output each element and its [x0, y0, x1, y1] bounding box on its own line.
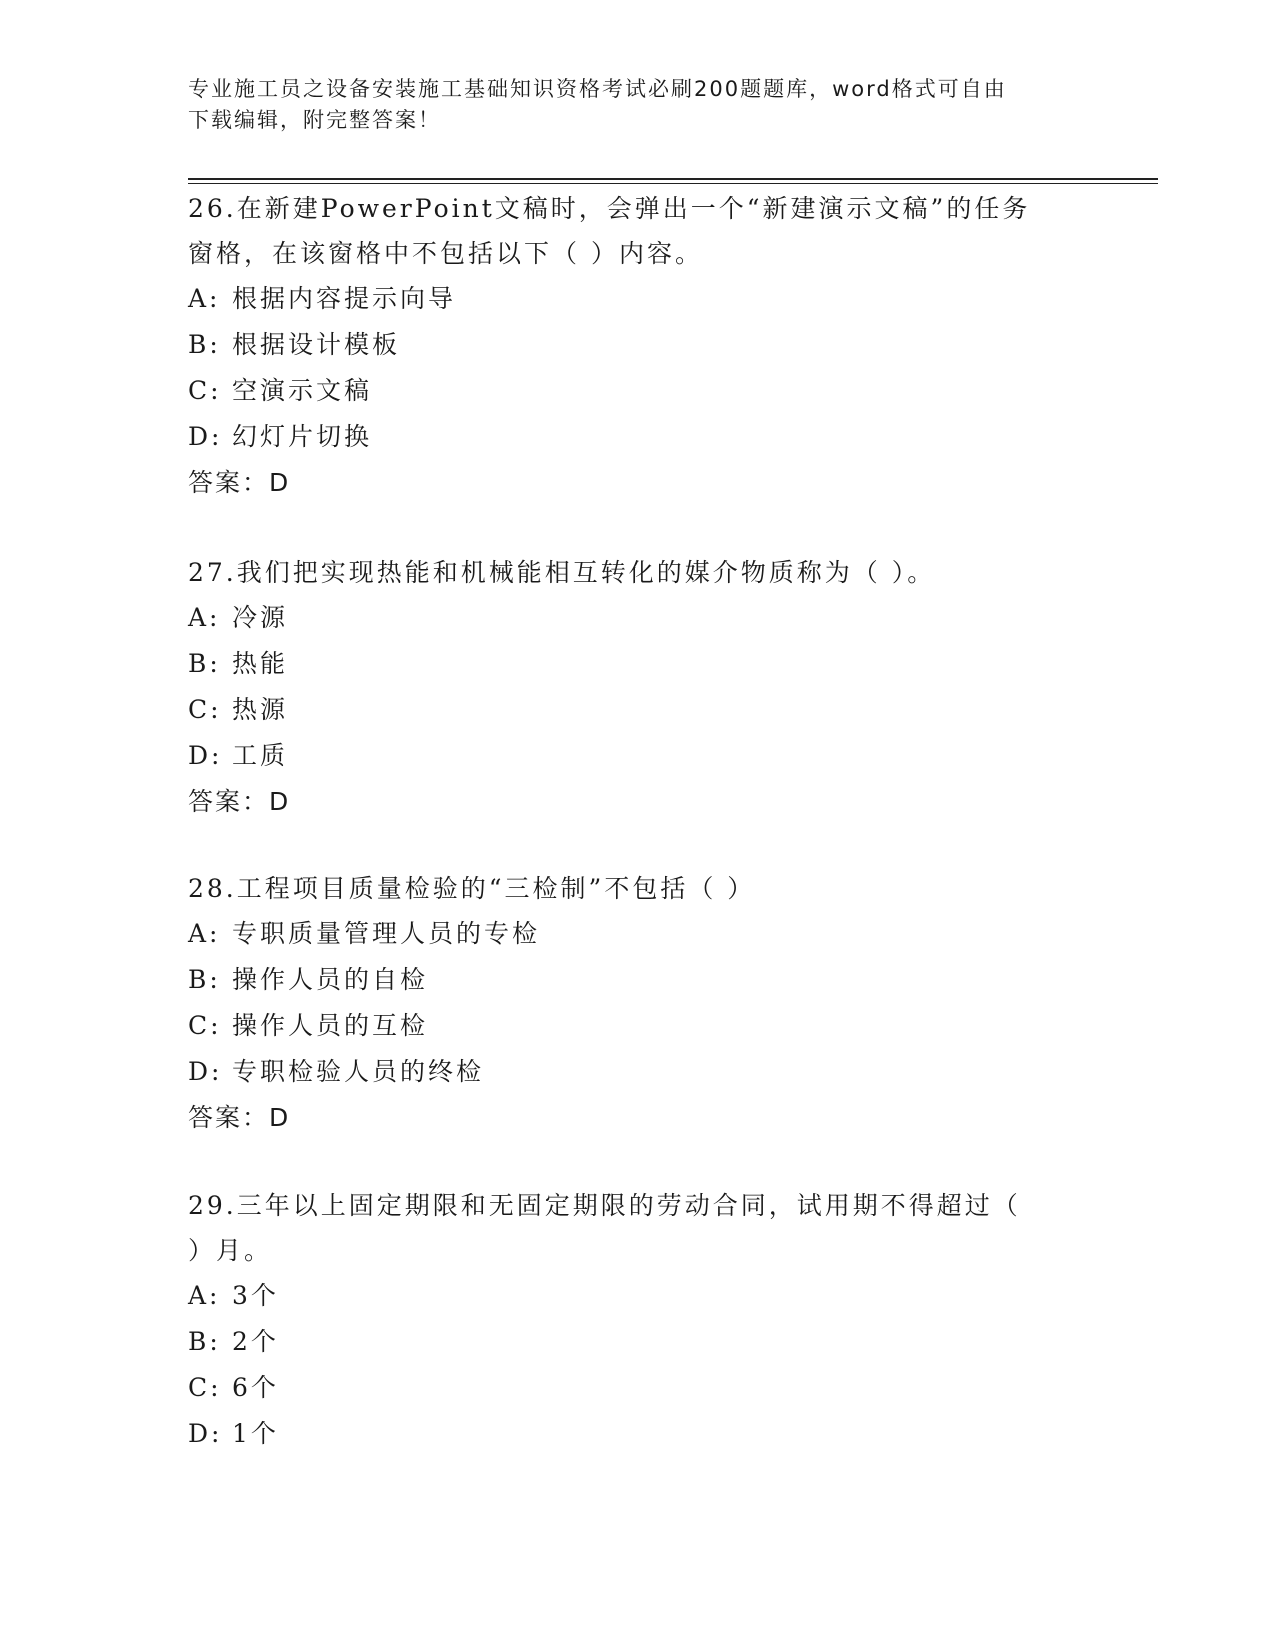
option-text: 6个 [232, 1373, 279, 1402]
option-b [188, 1319, 1068, 1365]
option-text: 专职质量管理人员的专检 [232, 919, 541, 948]
option-text: 1个 [232, 1419, 279, 1448]
option-a [188, 595, 1068, 641]
header-divider-thin [188, 183, 1158, 184]
option-b [188, 641, 1068, 687]
option-text: 工质 [232, 741, 289, 770]
option-key: C: [188, 376, 222, 405]
question-stem-line: 27.我们把实现热能和机械能相互转化的媒介物质称为（ ）。 [188, 558, 936, 587]
option-key: A: [188, 919, 221, 948]
option-d [188, 1411, 1068, 1457]
question-28 [188, 866, 1068, 1141]
option-b [188, 322, 1068, 368]
question-27 [188, 550, 1068, 825]
option-key: D: [188, 741, 223, 770]
option-text: 操作人员的互检 [232, 1011, 429, 1040]
option-text: 空演示文稿 [232, 376, 373, 405]
option-key: B: [188, 965, 221, 994]
option-a [188, 911, 1068, 957]
option-key: B: [188, 330, 221, 359]
question-stem-line: 26.在新建PowerPoint文稿时，会弹出一个“新建演示文稿”的任务 [188, 194, 1031, 223]
answer-line: 答案：D [188, 468, 291, 497]
option-d [188, 733, 1068, 779]
option-text: 根据内容提示向导 [232, 284, 457, 313]
option-key: C: [188, 1011, 222, 1040]
option-b [188, 957, 1068, 1003]
option-text: 热能 [232, 649, 289, 678]
option-key: D: [188, 422, 223, 451]
option-text: 热源 [232, 695, 289, 724]
header-divider-thick [188, 178, 1158, 180]
option-c [188, 1003, 1068, 1049]
question-stem-line: 窗格，在该窗格中不包括以下（ ）内容。 [188, 239, 703, 268]
header-line-1: 专业施工员之设备安装施工基础知识资格考试必刷200题题库，word格式可自由 [188, 77, 1007, 101]
answer-line: 答案：D [188, 787, 291, 816]
option-key: C: [188, 1373, 222, 1402]
option-a [188, 1273, 1068, 1319]
question-29 [188, 1183, 1068, 1457]
question-26 [188, 186, 1068, 506]
option-key: B: [188, 1327, 221, 1356]
option-c [188, 368, 1068, 414]
option-text: 操作人员的自检 [232, 965, 429, 994]
option-c [188, 687, 1068, 733]
option-text: 2个 [232, 1327, 279, 1356]
option-d [188, 1049, 1068, 1095]
question-stem-line: ）月。 [188, 1236, 273, 1265]
option-text: 3个 [232, 1281, 279, 1310]
question-stem-line: 28.工程项目质量检验的“三检制”不包括（ ） [188, 874, 756, 903]
document-header [188, 74, 1088, 136]
option-key: B: [188, 649, 221, 678]
option-key: D: [188, 1057, 223, 1086]
option-key: A: [188, 603, 221, 632]
option-key: D: [188, 1419, 223, 1448]
option-key: C: [188, 695, 222, 724]
option-text: 专职检验人员的终检 [232, 1057, 485, 1086]
option-c [188, 1365, 1068, 1411]
option-key: A: [188, 284, 221, 313]
question-stem-line: 29.三年以上固定期限和无固定期限的劳动合同，试用期不得超过（ [188, 1191, 1021, 1220]
header-line-2: 下载编辑，附完整答案！ [188, 108, 441, 132]
option-text: 根据设计模板 [232, 330, 401, 359]
option-a [188, 276, 1068, 322]
option-key: A: [188, 1281, 221, 1310]
option-text: 冷源 [232, 603, 289, 632]
option-d [188, 414, 1068, 460]
option-text: 幻灯片切换 [232, 422, 373, 451]
answer-line: 答案：D [188, 1103, 291, 1132]
